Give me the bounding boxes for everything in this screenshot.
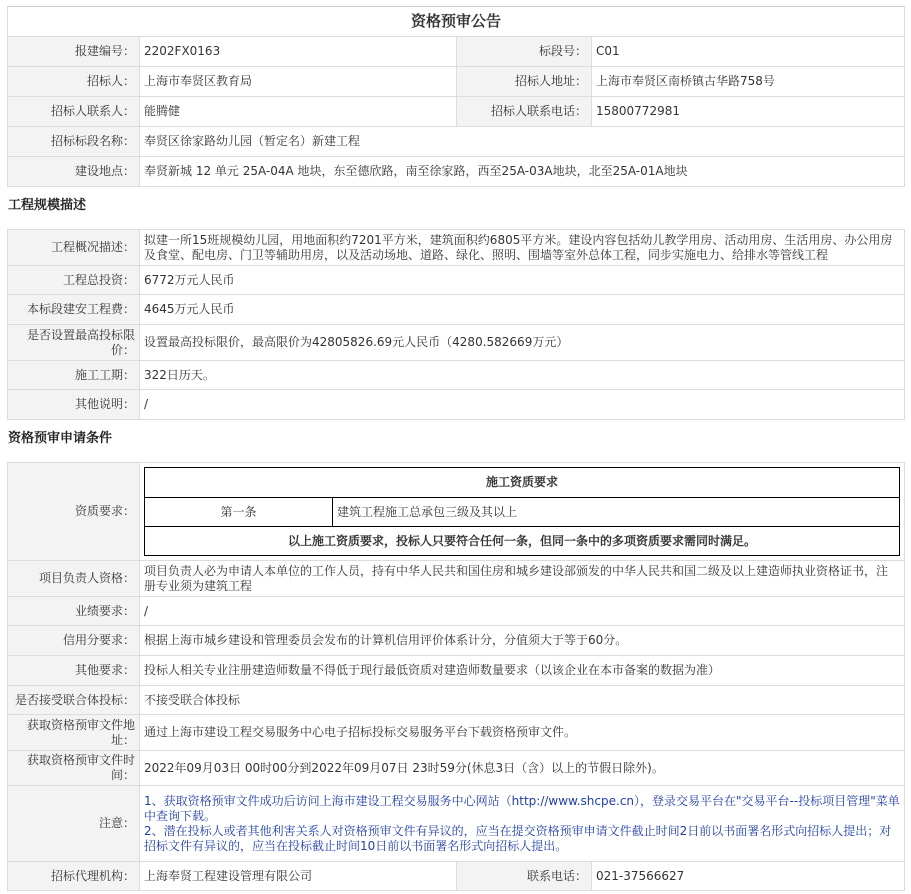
doc-addr-label: 获取资格预审文件地址： <box>8 715 140 751</box>
agency-phone-value: 021-37566627 <box>592 862 905 891</box>
period-value: 322日历天。 <box>140 361 905 390</box>
agency-phone-label: 联系电话： <box>457 862 592 891</box>
section-no-label: 标段号： <box>457 37 592 67</box>
conditions-table <box>7 462 905 891</box>
perf-value: / <box>140 597 905 626</box>
qual-note: 以上施工资质要求，投标人只要符合任何一条，但同一条中的多项资质要求需同时满足。 <box>145 527 900 556</box>
tenderer-addr-value: 上海市奉贤区南桥镇古华路758号 <box>592 67 905 97</box>
overview-value: 拟建一所15班规模幼儿园，用地面积约7201平方米，建筑面积约6805平方米。建设内容包括幼儿教学用房、活动用房、生活用房、办公用房及食堂、配电房、门卫等辅助用房，以及活动场地、道路、绿化、照明、围墙等室外总体工程，同步实施电力、给排水等管线工程 <box>140 230 905 266</box>
doc-addr-value: 通过上海市建设工程交易服务中心电子招标投标交易服务平台下载资格预审文件。 <box>140 715 905 751</box>
qual-item: 建筑工程施工总承包三级及其以上 <box>333 498 900 527</box>
contact-value: 能腾健 <box>140 97 457 127</box>
section-name-value: 奉贤区徐家路幼儿园（暂定名）新建工程 <box>140 127 905 157</box>
report-no-value: 2202FX0163 <box>140 37 457 67</box>
tenderer-label: 招标人： <box>8 67 140 97</box>
note-cell <box>140 786 905 862</box>
agency-value: 上海奉贤工程建设管理有限公司 <box>140 862 457 891</box>
overview-label: 工程概况描述： <box>8 230 140 266</box>
doc-time-value: 2022年09月03日 00时00分到2022年09月07日 23时59分(休息3日（含）以上的节假日除外)。 <box>140 751 905 786</box>
contact-label: 招标人联系人： <box>8 97 140 127</box>
perf-label: 业绩要求： <box>8 597 140 626</box>
section-name-label: 招标标段名称： <box>8 127 140 157</box>
qual-cell <box>140 463 905 561</box>
pm-value: 项目负责人必为申请人本单位的工作人员，持有中华人民共和国住房和城乡建设部颁发的中华人民共和国二级及以上建造师执业资格证书，注册专业须为建筑工程 <box>140 561 905 597</box>
section-fee-label: 本标段建安工程费： <box>8 295 140 325</box>
qual-inner-table <box>144 467 900 556</box>
basic-info-table <box>7 6 905 187</box>
period-label: 施工工期： <box>8 361 140 390</box>
tenderer-value: 上海市奉贤区教育局 <box>140 67 457 97</box>
agency-label: 招标代理机构： <box>8 862 140 891</box>
qual-item-no: 第一条 <box>145 498 333 527</box>
doc-time-label: 获取资格预审文件时间： <box>8 751 140 786</box>
note-item-2: 2、潜在投标人或者其他利害关系人对资格预审文件有异议的，应当在提交资格预审申请文件截止时间2日前以书面署名形式向招标人提出；对招标文件有异议的，应当在投标截止时间10日前以书面署名形式向招标人提出。 <box>144 823 892 853</box>
qual-label: 资质要求： <box>8 463 140 561</box>
note-label: 注意： <box>8 786 140 862</box>
location-label: 建设地点： <box>8 157 140 187</box>
total-invest-value: 6772万元人民币 <box>140 266 905 295</box>
consortium-value: 不接受联合体投标 <box>140 686 905 715</box>
consortium-label: 是否接受联合体投标： <box>8 686 140 715</box>
section-no-value: C01 <box>592 37 905 67</box>
scale-table <box>7 229 905 420</box>
credit-value: 根据上海市城乡建设和管理委员会发布的计算机信用评价体系计分，分值须大于等于60分。 <box>140 626 905 656</box>
other-value: / <box>140 390 905 420</box>
conditions-heading: 资格预审申请条件 <box>8 431 113 446</box>
section-fee-value: 4645万元人民币 <box>140 295 905 325</box>
scale-heading: 工程规模描述 <box>8 198 87 213</box>
report-no-label: 报建编号： <box>8 37 140 67</box>
tenderer-addr-label: 招标人地址： <box>457 67 592 97</box>
phone-label: 招标人联系电话： <box>457 97 592 127</box>
other-label: 其他说明： <box>8 390 140 420</box>
qual-table-header: 施工资质要求 <box>145 468 900 498</box>
max-price-label: 是否设置最高投标限价： <box>8 325 140 361</box>
location-value: 奉贤新城 12 单元 25A-04A 地块，东至德欣路，南至徐家路，西至25A-03A地块，北至25A-01A地块 <box>140 157 905 187</box>
page-title: 资格预审公告 <box>8 7 905 37</box>
otherreq-label: 其他要求： <box>8 656 140 686</box>
credit-label: 信用分要求： <box>8 626 140 656</box>
phone-value: 15800772981 <box>592 97 905 127</box>
otherreq-value: 投标人相关专业注册建造师数量不得低于现行最低资质对建造师数量要求（以该企业在本市备案的数据为准） <box>140 656 905 686</box>
note-item-1: 1、获取资格预审文件成功后访问上海市建设工程交易服务中心网站（http://www.shcpe.cn），登录交易平台在"交易平台--投标项目管理"菜单中查询下载。 <box>144 793 900 823</box>
max-price-value: 设置最高投标限价，最高限价为42805826.69元人民币（4280.582669万元） <box>140 325 905 361</box>
total-invest-label: 工程总投资： <box>8 266 140 295</box>
pm-label: 项目负责人资格： <box>8 561 140 597</box>
